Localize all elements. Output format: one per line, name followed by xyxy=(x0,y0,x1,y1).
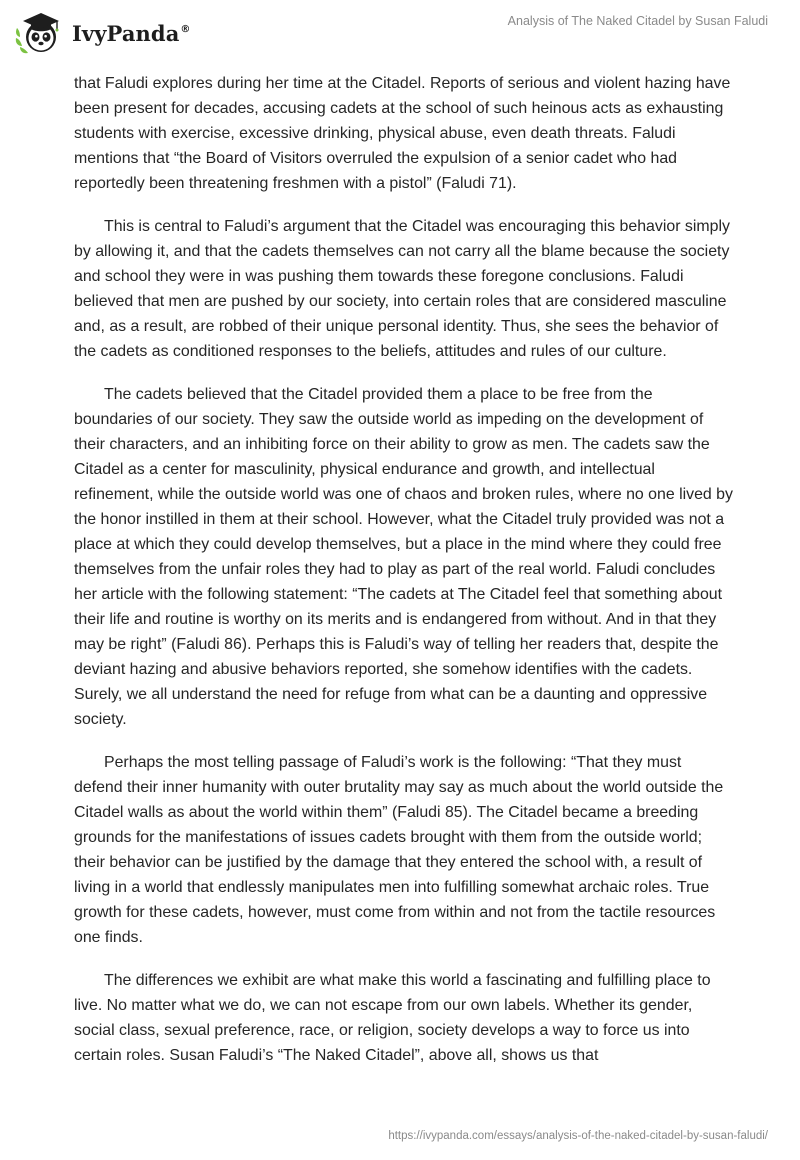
paragraph: The differences we exhibit are what make this world a fascinating and fulfilling place to live. No matter what we do, we can not escape from our own labels. Whether its gender, social class, sexual preference, race, or religion, society develops a way to force us into certain roles. Susan Faludi’s “The Naked Citadel”, above all, shows us that xyxy=(74,972,711,1064)
page-header xyxy=(0,0,800,62)
paragraph: Perhaps the most telling passage of Faludi’s work is the following: “That they must defend their inner humanity with outer brutality may say as much about the world outside the Citadel walls as about the world within them” (Faludi 85). The Citadel became a breeding grounds for the manifestations of issues cadets brought with them from the outside world; their behavior can be justified by the damage that they entered the school with, a result of living in a world that endlessly manipulates men into fulfilling somewhat archaic roles. True growth for these cadets, however, must come from within and not from the tactile resources one finds. xyxy=(74,754,724,946)
document-title: Analysis of The Naked Citadel by Susan Faludi xyxy=(507,14,768,28)
paragraph-continued: that Faludi explores during her time at the Citadel. Reports of serious and violent hazing have been present for decades, accusing cadets at the school of such heinous acts as exhausting students with exercise, excessive drinking, physical abuse, even death threats. Faludi mentions that “the Board of Visitors overruled the expulsion of a senior cadet who had reportedly been threatening freshmen with a pistol” (Faludi 71). xyxy=(74,75,731,192)
paragraph: This is central to Faludi’s argument that the Citadel was encouraging this behavior simply by allowing it, and that the cadets themselves can not carry all the blame because the society and school they were in was pushing them towards these foregone conclusions. Faludi believed that men are pushed by our society, into certain roles that are considered masculine and, as a result, are robbed of their unique personal identity. Thus, she sees the behavior of the cadets as conditioned responses to the beliefs, attitudes and rules of our culture. xyxy=(74,218,730,360)
paragraph: The cadets believed that the Citadel provided them a place to be free from the boundaries of our society. They saw the outside world as impeding on the development of their characters, and an inhibiting force on their ability to grow as men. The cadets saw the Citadel as a center for masculinity, physical endurance and growth, and intellectual refinement, while the outside world was one of chaos and broken rules, where no one lived by the honor instilled in them at their school. However, what the Citadel truly provided was not a place at which they could develop themselves, but a place in the mind where they could free themselves from the unfair roles they had to play as part of the real world. Faludi concludes her article with the following statement: “The cadets at The Citadel feel that something about their life and routine is worthy on its merits and is endangered from without. And in that they may be right” (Faludi 86). Perhaps this is Faludi’s way of telling her readers that, despite the deviant hazing and abusive behaviors reported, she somehow identifies with the cadets. Surely, we all understand the need for refuge from what can be a daunting and oppressive society. xyxy=(74,386,733,728)
ivypanda-logo[interactable] xyxy=(14,8,191,56)
panda-graduate-icon xyxy=(14,8,66,56)
essay-body xyxy=(74,71,734,1086)
brand-name: IvyPanda® xyxy=(72,20,191,46)
registered-mark: ® xyxy=(180,23,191,35)
source-url[interactable]: https://ivypanda.com/essays/analysis-of-the-naked-citadel-by-susan-faludi/ xyxy=(388,1130,768,1142)
